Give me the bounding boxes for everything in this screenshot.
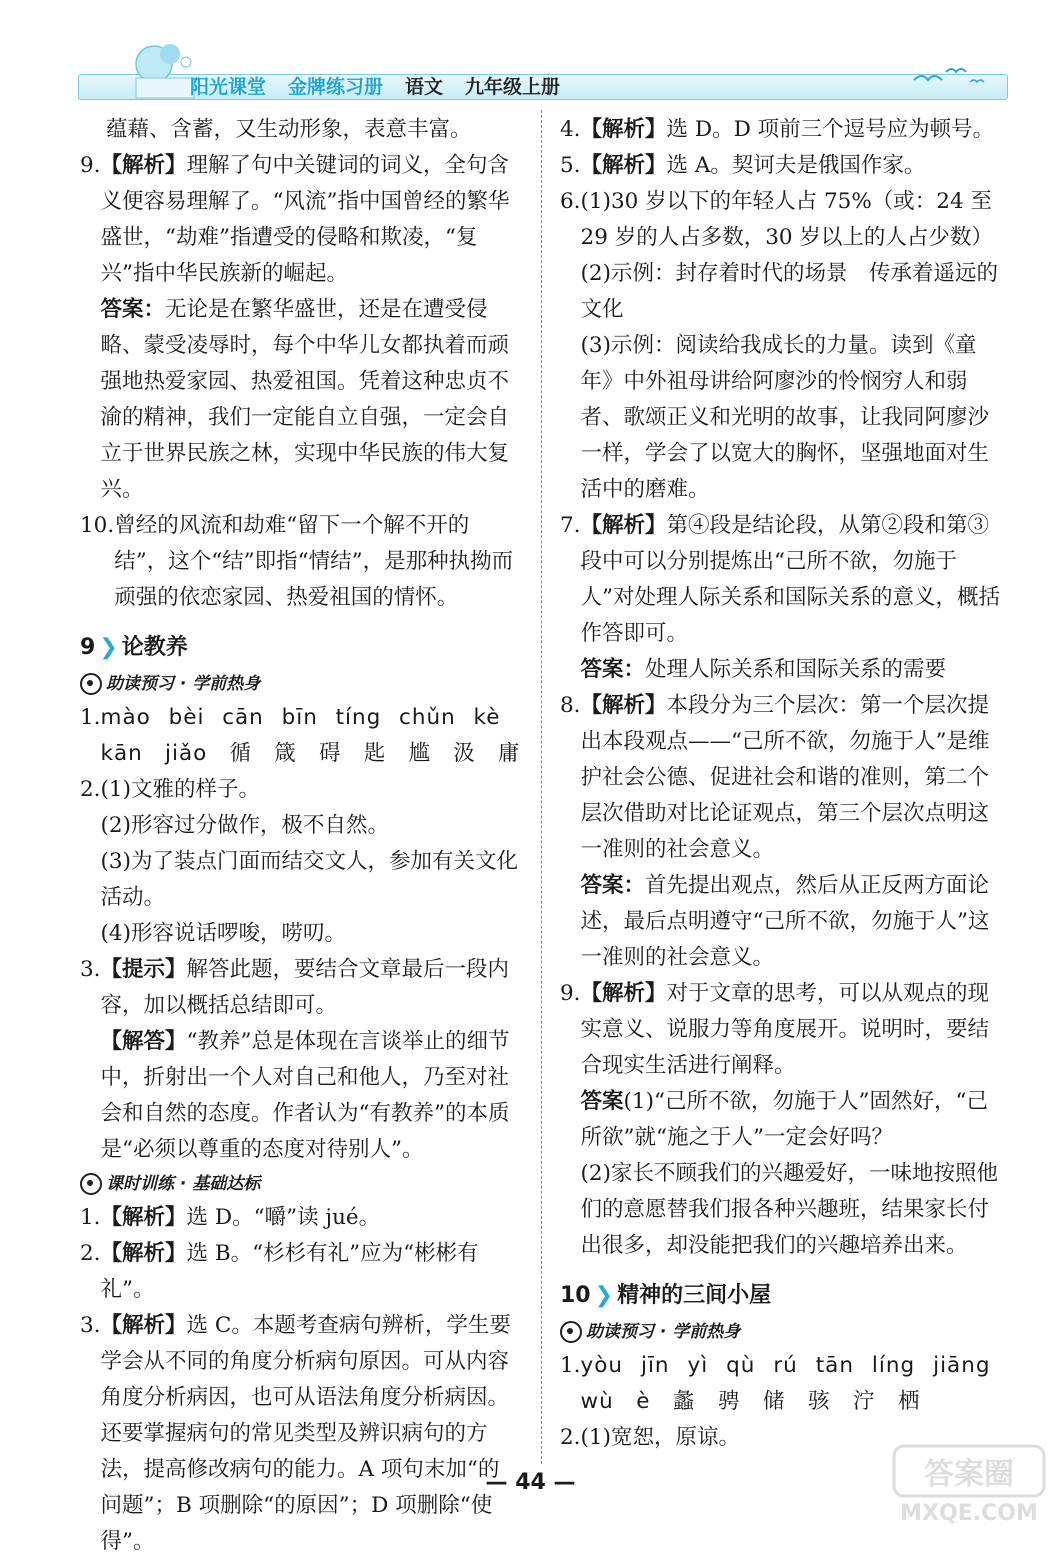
hanzi-word: 储 (762, 1389, 786, 1414)
definition-item (80, 772, 520, 952)
hanzi-word: 骋 (717, 1389, 741, 1414)
hanzi-word: 匙 (363, 741, 387, 766)
section-title: 助读预习 · 学前热身 (586, 1322, 741, 1342)
section-badge-icon (80, 673, 102, 695)
series-name: 阳光课堂 (190, 76, 267, 98)
answer-text: (1)“己所不欲，勿施于人”固然好，“己所欲”就“施之于人”一定会好吗？ (580, 1089, 988, 1150)
pinyin-word: kè (473, 705, 501, 730)
item-number: 2. (560, 1425, 581, 1450)
lesson-heading-9 (80, 630, 520, 666)
section-heading (560, 1316, 1008, 1348)
hanzi-word: 泞 (852, 1389, 876, 1414)
definition-line: (2)形容过分做作，极不自然。 (100, 813, 389, 838)
answer-part-2: (2)示例：封存着时代的场景 传承着遥远的文化 (580, 261, 998, 322)
analysis-label: 【解析】 (580, 693, 667, 718)
section-title: 助读预习 · 学前热身 (106, 674, 261, 694)
right-column (560, 112, 1008, 1456)
pinyin-item (80, 700, 520, 772)
hanzi-word: 尴 (408, 741, 431, 766)
hint-label: 【提示】 (100, 957, 187, 982)
item-number: 3. (80, 1313, 101, 1338)
page-number: — 44 — (485, 1470, 576, 1495)
training-item-1 (80, 1200, 520, 1236)
page-header (78, 60, 1006, 104)
hanzi-word: 蠡 (672, 1389, 696, 1414)
answer-item-9 (560, 976, 1008, 1264)
section-title: 课时训练 · 基础达标 (106, 1174, 261, 1194)
answer-text: 首先提出观点，然后从正反两方面论述，最后点明遵守“己所不欲，勿施于人”这一准则的社会意义。 (580, 873, 990, 970)
definition-line: (1)宽恕，原谅。 (580, 1425, 740, 1450)
answer-text: (2)家长不顾我们的兴趣爱好，一味地按照他们的意愿替我们报各种兴趣班，结果家长付出很多，却没能把我们的兴趣培养出来。 (580, 1161, 998, 1258)
svg-text:MXQE.COM: MXQE.COM (900, 1501, 1038, 1526)
lesson-number: 10 (560, 1283, 591, 1308)
hint-text: 解答此题，要结合文章最后一段内容，加以概括总结即可。 (100, 957, 510, 1018)
solution-text: “教养”总是体现在言谈举止的细节中，折射出一个人对自己和他人，乃至对社会和自然的态度。作者认为“有教养”的本质是“必须以尊重的态度对待别人”。 (100, 1029, 510, 1162)
pinyin-word: kān (100, 741, 143, 766)
continued-text: 蕴藉、含蓄，又生动形象，表意丰富。 (106, 117, 472, 142)
grade-name: 九年级上册 (465, 76, 561, 98)
answer-item-8 (560, 688, 1008, 976)
item-number: 10. (80, 513, 115, 538)
pinyin-word: qù (726, 1353, 756, 1378)
pinyin-word: bīn (281, 705, 318, 730)
analysis-text: 选 C。本题考查病句辨析，学生要学会从不同的角度分析病句原因。可从内容角度分析病因，也可从语法角度分析病因。还要掌握病句的常见类型及辨识病句的方法，提高修改病句的能力。A 项句末加“的问题”；B 项删除“的原因”；D 项删除“使得”。 (100, 1313, 511, 1554)
answer-item-7 (560, 508, 1008, 688)
item-number: 4. (560, 117, 581, 142)
item-number: 1. (80, 705, 101, 730)
pinyin-word: yòu (580, 1353, 624, 1378)
pinyin-word: líng (871, 1353, 916, 1378)
analysis-label: 【解析】 (100, 1205, 187, 1230)
pinyin-word: rú (773, 1353, 798, 1378)
analysis-label: 【解析】 (580, 117, 667, 142)
item-number: 2. (80, 777, 101, 802)
analysis-text: 对于文章的思考，可以从观点的现实意义、说服力等角度展开。说明时，要结合现实生活进行阐释。 (580, 981, 990, 1078)
analysis-label: 【解析】 (580, 153, 667, 178)
analysis-label: 【解析】 (580, 513, 667, 538)
pinyin-word: bèi (168, 705, 205, 730)
analysis-label: 【解析】 (100, 1313, 187, 1338)
pinyin-word: chǔn (399, 705, 456, 730)
answer-label: 答案： (100, 297, 166, 322)
hanzi-word: 庸 (497, 741, 521, 766)
answer-text: 处理人际关系和国际关系的需要 (645, 657, 947, 682)
pinyin-word: wù (580, 1389, 614, 1414)
subject-name: 语文 (405, 76, 444, 98)
item-number: 7. (560, 513, 581, 538)
chevron-right-icon: ❯ (99, 635, 118, 660)
item-number: 9. (560, 981, 581, 1006)
analysis-label: 【解析】 (100, 1241, 187, 1266)
item-number: 9. (80, 153, 101, 178)
answer-label: 答案 (580, 1089, 624, 1114)
answer-label: 答案： (580, 873, 646, 898)
lesson-heading-10 (560, 1278, 1008, 1314)
definition-line: (3)为了装点门面而结交文人，参加有关文化活动。 (100, 849, 518, 910)
solution-label: 【解答】 (100, 1029, 187, 1054)
training-item-3 (80, 1308, 520, 1560)
hanzi-word: 栖 (897, 1389, 921, 1414)
item-number: 1. (560, 1353, 581, 1378)
answer-item-10 (80, 508, 520, 616)
pinyin-word: cān (222, 705, 264, 730)
pinyin-word: tíng (335, 705, 382, 730)
analysis-label: 【解析】 (100, 153, 187, 178)
watermark-logo (890, 1440, 1050, 1530)
item-number: 2. (80, 1241, 101, 1266)
pinyin-word: jiāng (933, 1353, 991, 1378)
answer-part-1: (1)30 岁以下的年轻人占 75%（或：24 至 29 岁的人占多数，30 岁以上的人占少数） (580, 189, 993, 250)
lesson-title: 精神的三间小屋 (617, 1283, 772, 1308)
training-item-2 (80, 1236, 520, 1308)
answer-text: 无论是在繁华盛世，还是在遭受侵略、蒙受凌辱时，每个中华儿女都执着而顽强地热爱家园、热爱祖国。凭着这种忠贞不渝的精神，我们一定能自立自强，一定会自立于世界民族之林，实现中华民族的伟大复兴。 (100, 297, 510, 502)
item-number: 1. (80, 1205, 101, 1230)
item-number: 8. (560, 693, 581, 718)
answer-item-9 (80, 148, 520, 508)
answer-part-3: (3)示例：阅读给我成长的力量。读到《童年》中外祖母讲给阿廖沙的怜悯穷人和弱者、歌颂正义和光明的故事，让我同阿廖沙一样，学会了以宽大的胸怀，坚强地面对生活中的磨难。 (580, 333, 990, 502)
answer-item-4 (560, 112, 1008, 148)
analysis-text: 本段分为三个层次：第一个层次提出本段观点——“己所不欲，勿施于人”是维护社会公德、促进社会和谐的准则，第二个层次借助对比论证观点，第三个层次点明这一准则的社会意义。 (580, 693, 990, 862)
section-badge-icon (80, 1173, 102, 1195)
answer-text: 曾经的风流和劫难“留下一个解不开的结”，这个“结”即指“情结”，是那种执拗而顽强的依恋家园、热爱祖国的情怀。 (114, 513, 514, 610)
column-divider (541, 110, 542, 1464)
answer-label: 答案： (580, 657, 646, 682)
hanzi-word: 循 (229, 741, 253, 766)
birds-icon (906, 60, 996, 90)
analysis-text: 选 B。“杉杉有礼”应为“彬彬有礼”。 (100, 1241, 479, 1302)
pinyin-word: jīn (640, 1353, 670, 1378)
section-heading (80, 1168, 520, 1200)
hint-item (80, 952, 520, 1168)
pinyin-word: è (636, 1389, 651, 1414)
section-badge-icon (560, 1321, 582, 1343)
analysis-text: 选 A。契诃夫是俄国作家。 (666, 153, 926, 178)
left-column (80, 112, 520, 1560)
pinyin-word: yì (687, 1353, 709, 1378)
lesson-title: 论教养 (121, 635, 188, 660)
answer-item-5 (560, 148, 1008, 184)
chevron-right-icon: ❯ (594, 1283, 614, 1308)
hanzi-word: 汲 (453, 741, 476, 766)
lesson-number: 9 (80, 635, 96, 660)
hanzi-word: 箴 (274, 741, 297, 766)
hanzi-word: 碍 (318, 741, 342, 766)
section-heading (80, 668, 520, 700)
hanzi-word: 骇 (807, 1389, 831, 1414)
pinyin-item (560, 1348, 1008, 1420)
pinyin-word: tān (815, 1353, 854, 1378)
pinyin-word: mào (100, 705, 151, 730)
svg-text:答案圈: 答案圈 (924, 1457, 1014, 1492)
definition-line: (4)形容说话啰唆，唠叨。 (100, 921, 346, 946)
answer-item-6 (560, 184, 1008, 508)
analysis-text: 选 D。D 项前三个逗号应为顿号。 (666, 117, 995, 142)
pinyin-word: jiǎo (165, 741, 208, 766)
analysis-text: 选 D。“嚼”读 jué。 (186, 1205, 381, 1230)
definition-line: (1)文雅的样子。 (100, 777, 260, 802)
analysis-text: 第④段是结论段，从第②段和第③段中可以分别提炼出“己所不欲，勿施于人”对处理人际关系和国际关系的意义，概括作答即可。 (580, 513, 1001, 646)
item-number: 5. (560, 153, 581, 178)
item-number: 3. (80, 957, 101, 982)
analysis-text: 理解了句中关键词的词义，全句含义便容易理解了。“风流”指中国曾经的繁华盛世，“劫难”指遭受的侵略和欺凌，“复兴”指中华民族新的崛起。 (100, 153, 510, 286)
analysis-label: 【解析】 (580, 981, 667, 1006)
header-title (190, 72, 582, 99)
book-name: 金牌练习册 (288, 76, 384, 98)
item-number: 6. (560, 189, 581, 214)
